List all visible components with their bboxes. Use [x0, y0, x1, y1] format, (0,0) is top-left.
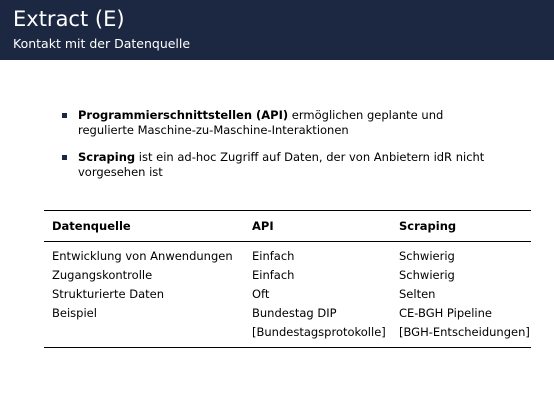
table-cell: Zugangskontrolle [52, 267, 153, 282]
table-cell: Oft [252, 286, 270, 301]
bullet-item-scraping [62, 150, 502, 179]
table-body [44, 242, 531, 347]
table-cell: [Bundestagsprotokolle] [252, 324, 386, 339]
comparison-table [44, 210, 531, 348]
bullet-list [62, 108, 502, 192]
table-cell: Strukturierte Daten [52, 286, 165, 301]
table-cell: Einfach [252, 267, 295, 282]
table-cell: [BGH-Entscheidungen] [399, 324, 530, 339]
square-bullet-icon [62, 113, 67, 118]
bullet-term: Scraping [78, 150, 136, 164]
table-row [44, 303, 531, 322]
slide-title: Extract (E) [13, 7, 125, 31]
table-row [44, 265, 531, 284]
slide-subtitle: Kontakt mit der Datenquelle [13, 36, 191, 51]
table-row [44, 246, 531, 265]
slide-header [0, 0, 554, 60]
column-header: Datenquelle [52, 219, 131, 233]
table-cell: CE-BGH Pipeline [399, 305, 492, 320]
square-bullet-icon [62, 155, 67, 160]
table-row [44, 322, 531, 341]
column-header: Scraping [399, 219, 457, 233]
table-cell: Bundestag DIP [252, 305, 337, 320]
column-header: API [252, 219, 274, 233]
table-header-row [44, 211, 531, 242]
table-cell: Schwierig [399, 267, 455, 282]
table-cell: Schwierig [399, 248, 455, 263]
bullet-term: Programmierschnittstellen (API) [78, 108, 289, 122]
table-cell: Selten [399, 286, 436, 301]
table-cell: Einfach [252, 248, 295, 263]
table-cell: Beispiel [52, 305, 97, 320]
table-cell: Entwicklung von Anwendungen [52, 248, 233, 263]
bullet-item-api [62, 108, 502, 137]
bullet-text: ermöglichen geplante und regulierte Maschine-zu-Maschine-Interaktionen [78, 108, 444, 137]
table-row [44, 284, 531, 303]
bullet-text: ist ein ad-hoc Zugriff auf Daten, der von Anbietern idR nicht vorgesehen ist [78, 150, 485, 179]
